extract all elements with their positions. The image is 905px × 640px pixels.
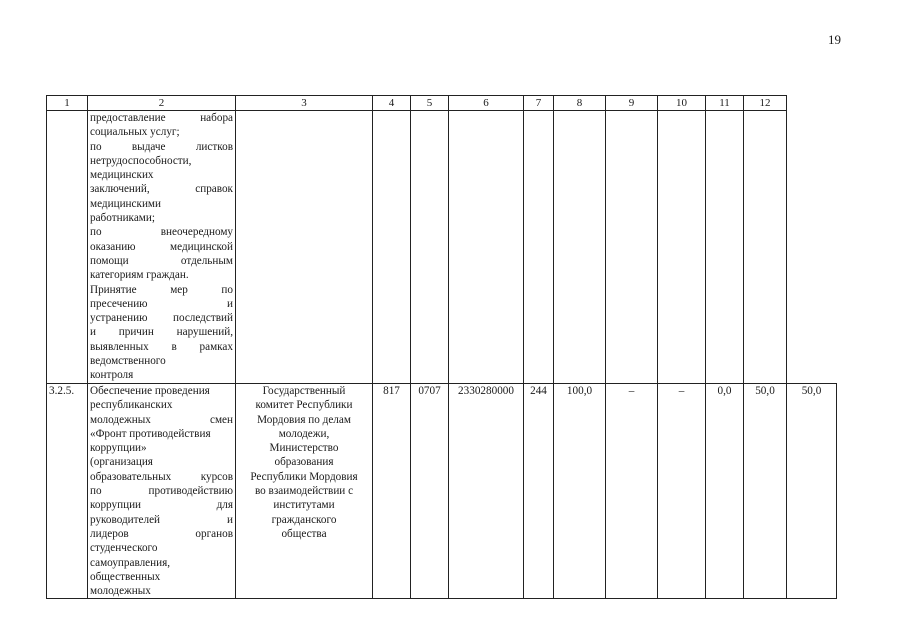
description-line: по противодействию [90,485,233,498]
table-row [47,384,837,599]
description-line: коррупции» [90,442,147,455]
data-cell [411,111,449,384]
data-cell [658,111,706,384]
measure-description-cell [88,384,236,599]
column-header: 2 [88,96,236,111]
ministry-code-cell: 817 [373,384,411,599]
description-line: оказанию медицинской [90,240,233,253]
description-line: и причин нарушений, [90,326,233,339]
description-line: контроля [90,369,134,382]
executor-line: Мордовия по делам [257,413,351,426]
description-line: пресечению и [90,297,233,310]
executor-line: Республики Мордовия [250,470,358,483]
column-header: 6 [449,96,524,111]
executor-line: институтами [273,499,335,512]
description-line: Принятие мер по [90,283,233,296]
executor-line: общества [281,527,327,540]
column-header: 10 [658,96,706,111]
data-cell [706,111,744,384]
column-header: 5 [411,96,449,111]
description-line: самоуправления, [90,556,171,569]
description-line: работниками; [90,212,155,225]
column-header: 11 [706,96,744,111]
description-line: предоставление набора [90,112,233,124]
description-line: Обеспечение проведения [90,385,210,397]
description-line: устранению последствий [90,312,233,325]
executor-line: молодежи, [278,427,330,440]
target-article-cell: 2330280000 [449,384,524,599]
expense-type-cell: 244 [524,384,554,599]
column-header: 1 [47,96,88,111]
description-line: молодежных [90,585,151,598]
column-header: 4 [373,96,411,111]
executor-line: комитет Республики [255,399,353,412]
description-line: лидеров органов [90,527,233,540]
executor-line: во взаимодействии с [254,485,354,498]
description-line: руководителей и [90,513,233,526]
data-cell [554,111,606,384]
description-line: медицинских [90,169,154,182]
description-line: медицинскими [90,197,161,210]
data-cell [373,111,411,384]
column-header: 7 [524,96,554,111]
column-header: 3 [236,96,373,111]
description-line: коррупции для [90,499,233,512]
row-index-cell: 3.2.5. [47,384,88,599]
year-amount-cell: 50,0 [787,384,837,599]
description-line: республиканских [90,399,173,412]
budget-table [46,95,837,599]
executor-cell [236,384,373,599]
data-cell [524,111,554,384]
column-header: 8 [554,96,606,111]
description-line: социальных услуг; [90,126,180,139]
description-line: молодежных смен [90,413,233,426]
executor-line: гражданского [271,513,337,526]
executor-line: Министерство [269,442,339,455]
section-code-cell: 0707 [411,384,449,599]
row-index-cell [47,111,88,384]
page-number: 19 [828,32,841,47]
executor-cell [236,111,373,384]
year-amount-cell: 50,0 [744,384,787,599]
year-amount-cell: – [658,384,706,599]
description-line: по внеочередному [90,226,233,239]
description-line: общественных [90,570,161,583]
column-header: 12 [744,96,787,111]
data-cell [606,111,658,384]
year-amount-cell: 0,0 [706,384,744,599]
description-line: выявленных в рамках [90,340,233,353]
description-line: нетрудоспособности, [90,154,192,167]
description-line: образовательных курсов [90,470,233,483]
description-line: заключений, справок [90,183,233,196]
table-row [47,111,837,384]
executor-line: образования [274,456,334,469]
measure-description-cell [88,111,236,384]
year-amount-cell: – [606,384,658,599]
data-cell [744,111,787,384]
description-line: «Фронт противодействия [90,427,211,440]
description-line: студенческого [90,542,158,555]
column-header: 9 [606,96,658,111]
executor-line: Государственный [262,385,346,397]
column-number-row [47,96,837,111]
description-line: ведомственного [90,355,166,368]
description-line: по выдаче листков [90,140,233,153]
description-line: (организация [90,456,153,469]
description-line: категориям граждан. [90,269,189,282]
total-amount-cell: 100,0 [554,384,606,599]
description-line: помощи отдельным [90,254,233,267]
data-cell [449,111,524,384]
